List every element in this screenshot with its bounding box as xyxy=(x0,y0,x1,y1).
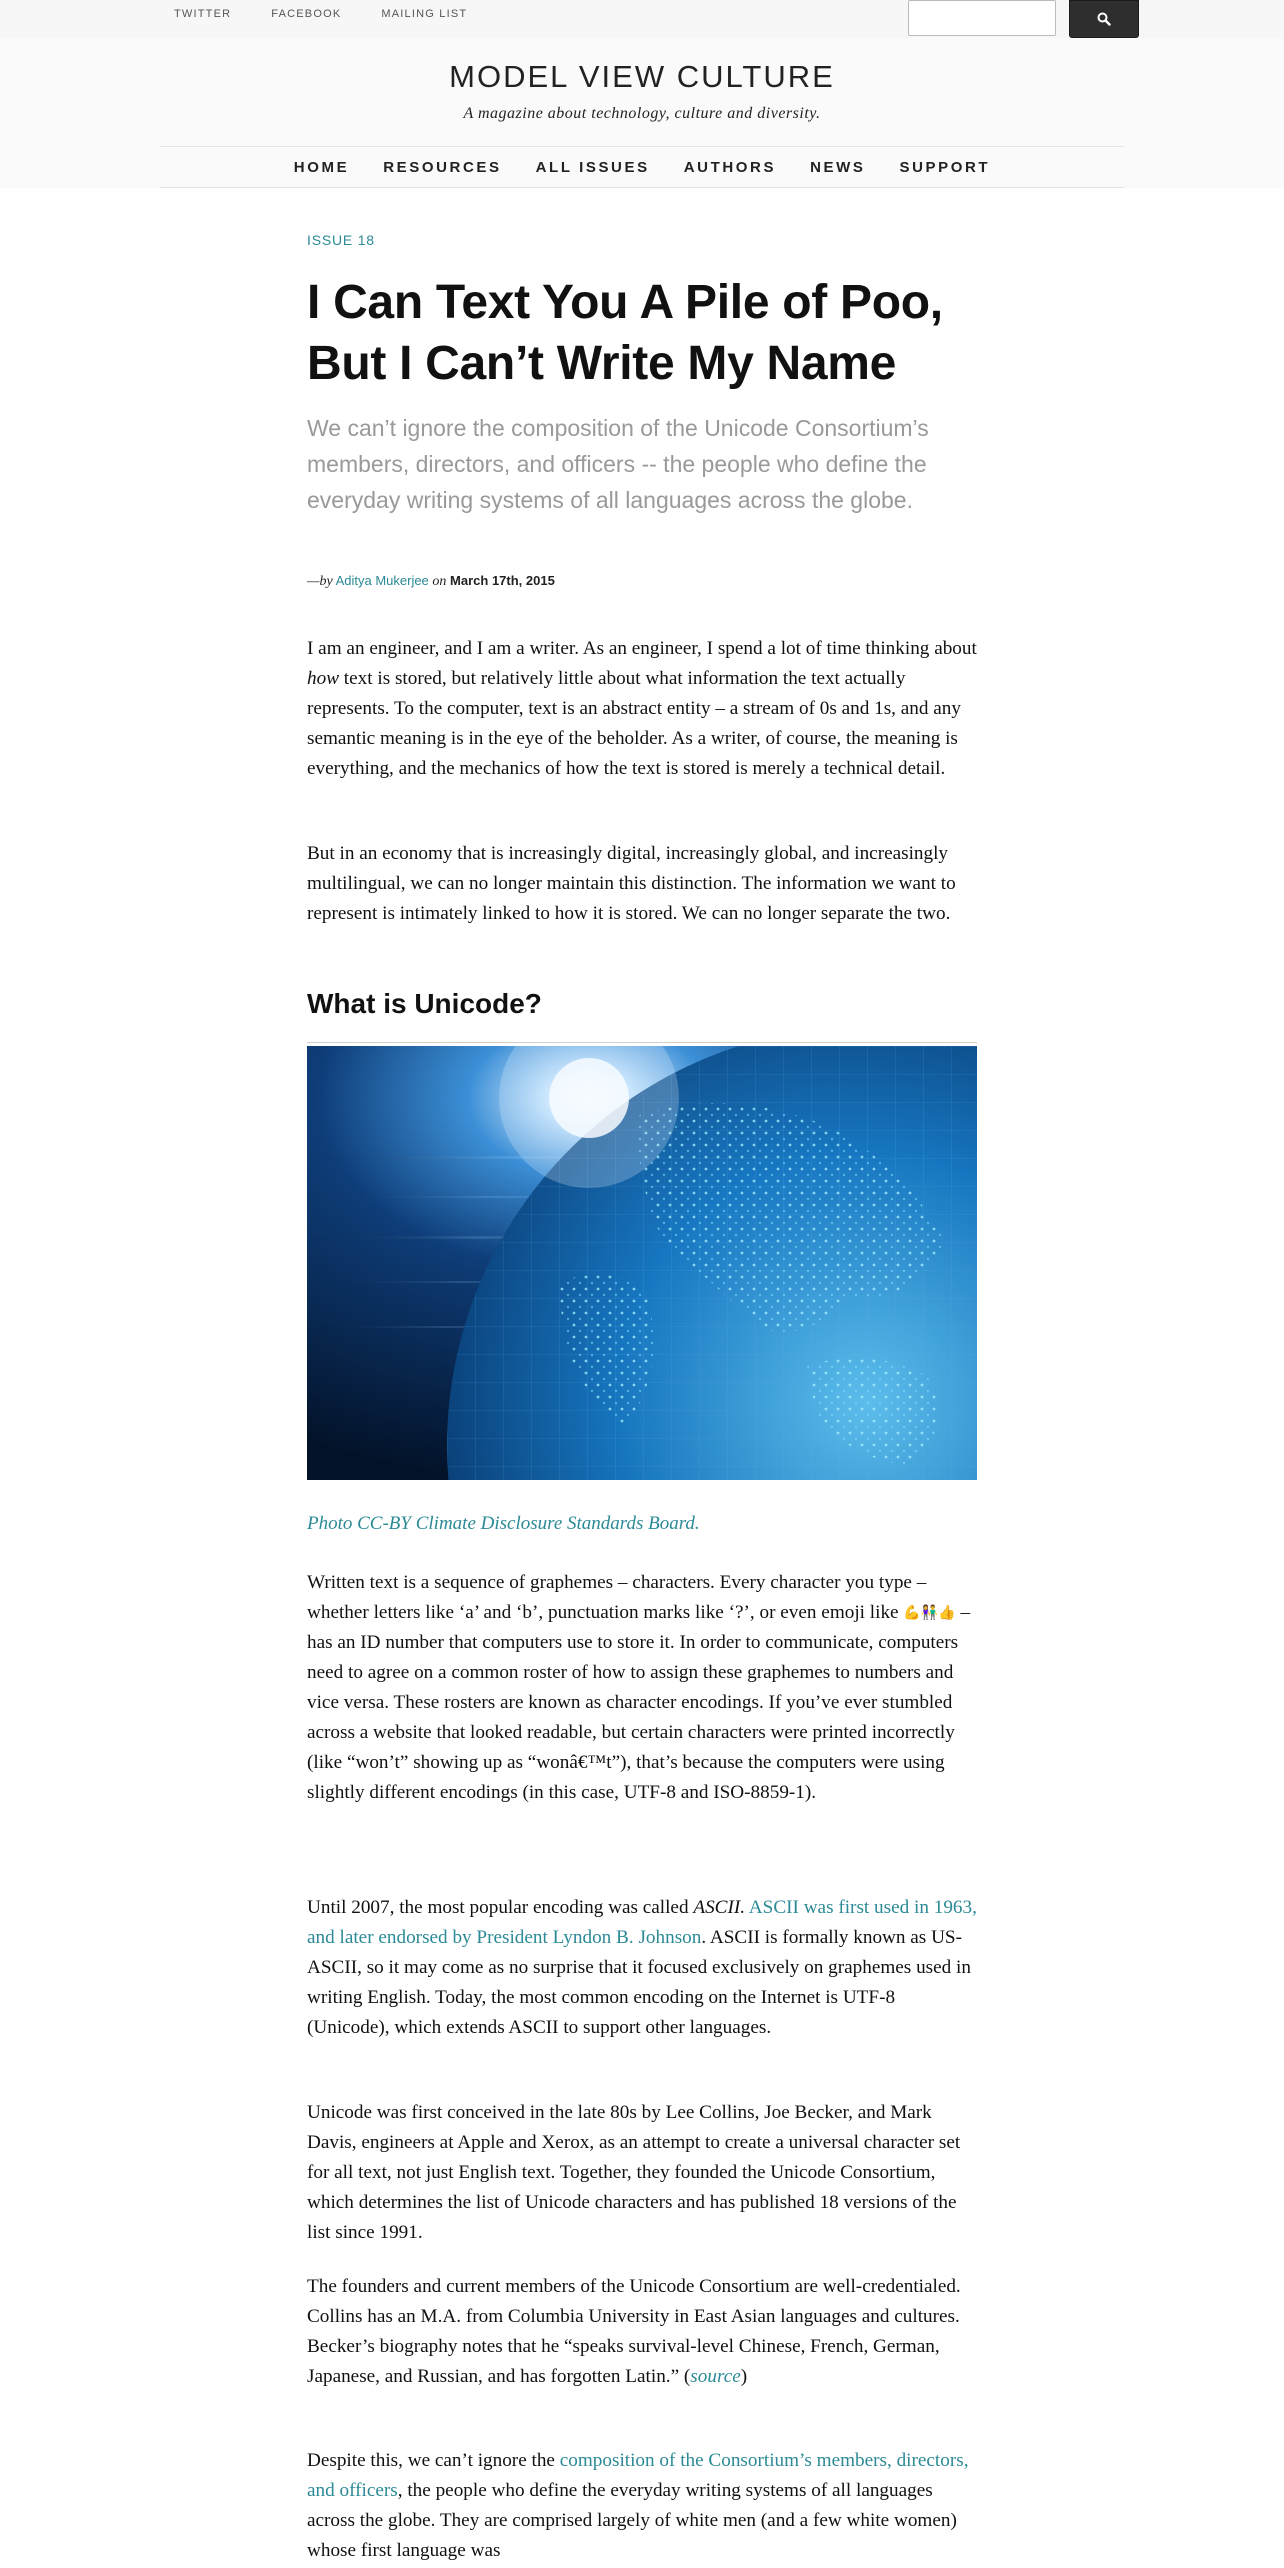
paragraph-3-text: Written text is a sequence of graphemes – characters. Every character you type – whether letters like ‘a’ and ‘b’, punctuation marks like ‘?’, or even emoji like xyxy=(307,1572,927,1623)
search-button[interactable] xyxy=(1069,0,1139,38)
site-tagline: A magazine about technology, culture and diversity. xyxy=(463,105,821,122)
globe-binary-image xyxy=(307,1046,977,1480)
paragraph-7-text: Despite this, we can’t ignore the xyxy=(307,2450,560,2471)
paragraph-7 xyxy=(307,2446,977,2566)
nav-item-authors[interactable]: AUTHORS xyxy=(683,158,777,176)
source-link[interactable]: source xyxy=(690,2366,741,2387)
image-caption[interactable]: Photo CC-BY Climate Disclosure Standards Board. xyxy=(307,1513,700,1534)
publish-date: March 17th, 2015 xyxy=(450,573,555,588)
paragraph-6-text-cont: ) xyxy=(740,2366,748,2387)
paragraph-5: Unicode was first conceived in the late 80s by Lee Collins, Joe Becker, and Mark Davis, engineers at Apple and Xerox, as an attempt to create a universal character set for all text, not just English text. Together, they founded the Unicode Consortium, which determines the list of Unicode characters and has published 18 versions of the list since 1991. xyxy=(307,2102,961,2243)
article-subtitle: We can’t ignore the composition of the Unicode Consortium’s members, directors, and officers -- the people who define the everyday writing systems of all languages across the globe. xyxy=(307,415,929,513)
nav-item-resources[interactable]: RESOURCES xyxy=(383,158,502,176)
nav-item-news[interactable]: NEWS xyxy=(810,158,866,176)
paragraph-4-text: Until 2007, the most popular encoding was called xyxy=(307,1897,694,1918)
paragraph-6-text: The founders and current members of the Unicode Consortium are well-credentialed. Collins has an M.A. from Columbia University in East Asian languages and cultures. Becker’s biography notes that he “speaks survival-level Chinese, French, German, Japanese, and Russian, and has forgotten Latin.” ( xyxy=(307,2276,961,2387)
emoji-examples: 💪👫👍 xyxy=(903,1606,956,1621)
issue-link[interactable]: ISSUE 18 xyxy=(307,232,375,248)
search-input[interactable] xyxy=(908,0,1056,36)
main-nav xyxy=(160,146,1124,188)
paragraph-1 xyxy=(307,634,977,784)
site-header xyxy=(0,38,1284,188)
article-title: I Can Text You A Pile of Poo, But I Can’t Write My Name xyxy=(307,276,943,390)
nav-item-support[interactable]: SUPPORT xyxy=(899,158,991,176)
site-title[interactable]: MODEL VIEW CULTURE xyxy=(449,59,835,94)
byline-prefix: —by xyxy=(307,574,333,589)
paragraph-7-text-cont: , the people who define the everyday writing systems of all languages across the globe. They are comprised largely of white men (and a few white women) whose first language was xyxy=(307,2480,957,2561)
author-link[interactable]: Aditya Mukerjee xyxy=(335,573,429,588)
nav-item-all-issues[interactable]: ALL ISSUES xyxy=(535,158,650,176)
paragraph-3 xyxy=(307,1568,977,1808)
paragraph-1-text: I am an engineer, and I am a writer. As an engineer, I spend a lot of time thinking about xyxy=(307,638,977,659)
emphasis-ascii: ASCII. xyxy=(693,1897,746,1918)
nav-item-home[interactable]: HOME xyxy=(293,158,350,176)
paragraph-6 xyxy=(307,2272,977,2392)
paragraph-3-text-cont: – has an ID number that computers use to store it. In order to communicate, computers need to agree on a common roster of how to assign these graphemes to numbers and vice versa. These rosters are known as character encodings. If you’ve ever stumbled across a website that looked readable, but certain characters were printed incorrectly (like “won’t” showing up as “wonâ€™t”), that’s because the computers were using slightly different encodings (in this case, UTF-8 and ISO-8859-1). xyxy=(307,1602,971,1803)
byline-on: on xyxy=(432,574,447,589)
paragraph-4-text-cont: . ASCII is formally known as US-ASCII, so it may come as no surprise that it focused exclusively on graphemes used in writing English. Today, the most common encoding on the Internet is UTF-8 (Unicode), which extends ASCII to support other languages. xyxy=(307,1927,971,2038)
top-bar xyxy=(0,0,1284,38)
paragraph-4 xyxy=(307,1893,977,2043)
paragraph-1-text-cont: text is stored, but relatively little about what information the text actually represents. To the computer, text is an abstract entity – a stream of 0s and 1s, and any semantic meaning is in the eye of the beholder. As a writer, of course, the meaning is everything, and the mechanics of how the text is stored is merely a technical detail. xyxy=(307,668,961,779)
ascii-history-link[interactable]: ASCII was first used in 1963, and later endorsed by President Lyndon B. Johnson xyxy=(307,1897,977,1948)
paragraph-2: But in an economy that is increasingly digital, increasingly global, and increasingly multilingual, we can no longer maintain this distinction. The information we want to represent is intimately linked to how it is stored. We can no longer separate the two. xyxy=(307,843,956,924)
facebook-link[interactable]: FACEBOOK xyxy=(271,8,342,20)
social-links xyxy=(174,8,467,20)
search-icon xyxy=(1097,12,1111,26)
section-heading: What is Unicode? xyxy=(307,988,542,1019)
emphasis-how: how xyxy=(307,668,339,689)
twitter-link[interactable]: TWITTER xyxy=(174,8,232,20)
byline xyxy=(307,573,555,590)
article-figure xyxy=(307,1042,977,1474)
mailing-list-link[interactable]: MAILING LIST xyxy=(381,8,468,20)
consortium-composition-link[interactable]: composition of the Consortium’s members, directors, and officers xyxy=(307,2450,969,2501)
